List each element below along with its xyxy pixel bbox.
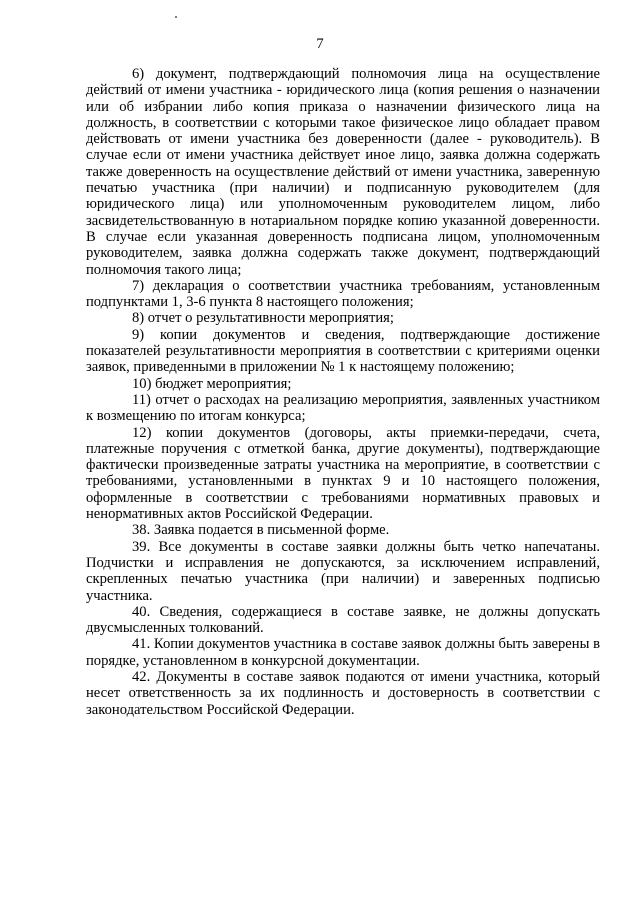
paragraph-item-12: 12) копии документов (договоры, акты приемки-передачи, счета, платежные поручения с отметкой банка, другие документы), подтверждающие фактически произведенные затраты участника на мероприятие, в соответствии с требованиями, установленными в пунктах 9 и 10 настоящего положения, оформленные в соответствии с требованиями нормативных правовых и ненормативных актов Российской Федерации. [86,424,600,523]
paragraph-item-10: 10) бюджет мероприятия; [132,375,292,392]
paragraph-item-8: 8) отчет о результативности мероприятия; [132,310,394,327]
scan-speck [175,16,177,18]
paragraph-clause-38: 38. Заявка подается в письменной форме. [132,522,390,539]
paragraph-clause-42: 42. Документы в составе заявок подаются от имени участника, который несет ответственность за их подлинность и достоверность в соответствии с законодательством Российской Федерации. [86,668,600,718]
paragraph-item-9: 9) копии документов и сведения, подтверждающие достижение показателей результативности мероприятия в соответствии с критериями оценки заявок, приведенными в приложении № 1 к настоящему положению; [86,326,600,376]
paragraph-item-11: 11) отчет о расходах на реализацию мероприятия, заявленных участником к возмещению по итогам конкурса; [86,391,600,425]
paragraph-item-6: 6) документ, подтверждающий полномочия лица на осуществление действий от имени участника - юридического лица (копия решения о назначении или об избрании либо копия приказа о назначении физического лица на должность, в соответствии с которыми такое физическое лицо обладает правом действовать от имени участника без доверенности (далее - руководитель). В случае если от имени участника действует иное лицо, заявка должна содержать также доверенность на осуществление действий от имени участника, заверенную печатью участника (при наличии) и подписанную руководителем (для юридического лица) или уполномоченным руководителем лицом, либо засвидетельствованную в нотариальном порядке копию указанной доверенности. В случае если указанная доверенность подписана лицом, уполномоченным руководителем, заявка должна содержать также документ, подтверждающий полномочия такого лица; [86,66,600,278]
document-body [86,66,600,718]
paragraph-clause-39: 39. Все документы в составе заявки должны быть четко напечатаны. Подчистки и исправления не допускаются, за исключением исправлений, скрепленных печатью участника (при наличии) и заверенных подписью участника. [86,538,600,604]
paragraph-clause-40: 40. Сведения, содержащиеся в составе заявке, не должны допускать двусмысленных толкований. [86,603,600,637]
page-number: 7 [316,36,324,52]
paragraph-clause-41: 41. Копии документов участника в составе заявок должны быть заверены в порядке, установленном в конкурсной документации. [86,636,600,669]
paragraph-item-7: 7) декларация о соответствии участника требованиям, установленным подпунктами 1, 3-6 пункта 8 настоящего положения; [86,277,600,311]
